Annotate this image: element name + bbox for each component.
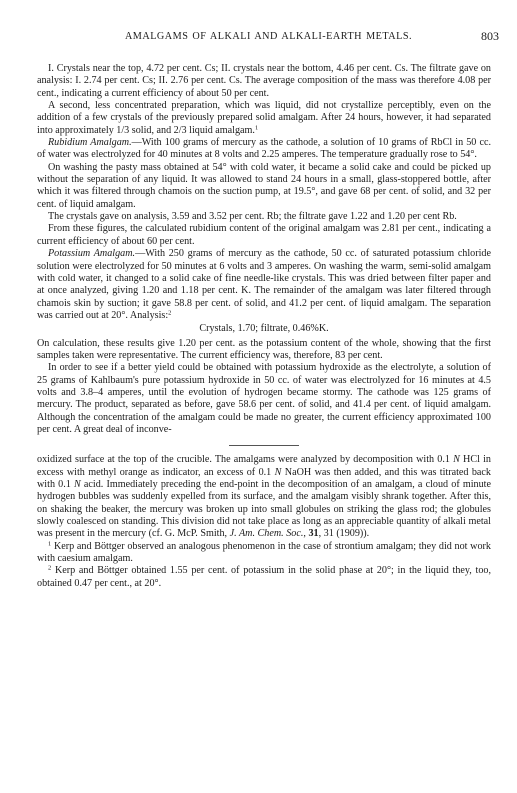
paragraph-cesium-analysis [37, 63, 491, 100]
footnote-text: HCl in excess with methyl orange as indicator, an excess of 0.1 [37, 454, 491, 478]
journal-volume: 31 [308, 528, 319, 540]
footnote-text: Kerp and Böttger observed an analogous phenomenon in the case of strontium amalgam; they did not work with caesium amalgam. [37, 540, 491, 565]
paragraph-text: I. Crystals near the top, 4.72 per cent. Cs; II. crystals near the bottom, 4.46 per cent. Cs. The filtrate gave on analysis: I. 2.74 per cent. Cs; II. 2.76 per cent. Cs. The average composition of the mass was therefore 4.08 per cent., indicating a current efficiency of about 50 per cent. [37, 63, 491, 99]
footnote-divider [229, 445, 299, 446]
paragraph-potassium-amalgam [37, 248, 491, 322]
section-title-rubidium: Rubidium Amalgam. [48, 137, 132, 149]
footnote-1 [37, 541, 491, 566]
article-body [37, 63, 491, 590]
footnote-2 [37, 565, 491, 590]
paragraph-text: A second, less concentrated preparation, which was liquid, did not crystallize perceptibly, even on the addition of a few crystals of the previously prepared solid amalgam. After 24 hours, however, it had separated into approximately 1/3 solid, and 2/3 liquid amalgam. [37, 100, 491, 136]
footnote-text: NaOH was then added, and this was titrated back with 0.1 [37, 466, 491, 490]
paragraph-rubidium-amalgam [37, 137, 491, 162]
paragraph-text: Crystals, 1.70; filtrate, 0.46%K. [199, 323, 329, 335]
footnote-marker: 1 [48, 540, 52, 548]
paragraph-text: From these figures, the calculated rubidium content of the original amalgam was 2.81 per cent., indicating a current efficiency of about 60 per cent. [37, 223, 491, 247]
paragraph-text: On calculation, these results give 1.20 per cent. as the potassium content of the whole, showing that the first samples taken were representative. The current efficiency was, therefore, 83 per cent. [37, 337, 491, 361]
paragraph-text: The crystals gave on analysis, 3.59 and 3.52 per cent. Rb; the filtrate gave 1.22 and 1.20 per cent Rb. [48, 211, 457, 223]
paragraph-text: In order to see if a better yield could be obtained with potassium hydroxide as the electrolyte, a solution of 25 grams of Kahlbaum's pure potassium hydroxide in 50 cc. of water was electrolyzed for 16 minutes at 4.5 volts and 3.8–4 amperes, until the evolution of hydrogen became stormy. The cathode was 125 grams of mercury. The product, separated as before, gave 58.6 per cent. of solid, and 41.4 per cent. of liquid amalgam. Although the concentration of the amalgam could be made no greater, the current efficiency approximated 100 per cent. A great deal of inconve- [37, 362, 491, 435]
paragraph-washing [37, 162, 491, 211]
paragraph-calculation [37, 338, 491, 363]
paragraph-text: —With 250 grams of mercury as the cathode, 50 cc. of saturated potassium chloride solution were electrolyzed for 50 minutes at 6 volts and 3 amperes. On washing the warm, semi-solid amalgam with cold water, it changed to a solid cake of fine needle-like crystals. This was dried between filter paper and at once analyzed, giving 1.20 and 1.18 per cent. K. The remainder of the amalgam was later filtered through chamois skin by suction; it gave 58.8 per cent. of solid, and 41.2 per cent. of liquid amalgam. The separation was carried out at 20°. Analysis: [37, 248, 491, 321]
normality-symbol: N [274, 466, 282, 478]
paragraph-text: —With 100 grams of mercury as the cathode, a solution of 10 grams of RbCl in 50 cc. of water was electrolyzed for 40 minutes at 8 volts and 2.25 amperes. The temperature gradually rose to 54°. [37, 137, 491, 161]
footnote-text: , 31 (1909)). [318, 528, 370, 540]
paragraph-hydroxide-electrolyte [37, 362, 491, 436]
footnote-marker: 2 [48, 564, 52, 572]
page-number: 803 [481, 29, 499, 43]
running-title: AMALGAMS OF ALKALI AND ALKALI-EARTH METALS. [124, 31, 413, 42]
footnote-continuation [37, 454, 491, 540]
footnote-text: oxidized surface at the top of the crucible. The amalgams were analyzed by decomposition with 0.1 [37, 454, 454, 466]
paragraph-second-preparation [37, 100, 491, 137]
journal-title: J. Am. Chem. Soc. [229, 528, 304, 540]
footnote-text: Kerp and Böttger obtained 1.55 per cent. of potassium in the solid phase at 20°; in the liquid they, too, obtained 0.47 per cent., at 20°. [37, 565, 491, 589]
footnote-ref-1: 1 [254, 124, 259, 132]
footnote-text: acid. Immediately preceding the end-point in the decomposition of an amalgam, a cloud of minute hydrogen bubbles was suddenly expelled from its surface, and the amalgam visibly shrank together. After this, on shaking the beaker, the mercury was broken up into small globules on striking the glass rod; the globules slowly coalesced on standing. This division did not take place as long as an appreciable quantity of alkali metal was present in the mercury (cf. G. McP. Smith, [37, 479, 491, 540]
section-title-potassium: Potassium Amalgam. [48, 248, 136, 260]
paragraph-crystals-analysis [37, 211, 491, 223]
normality-symbol: N [74, 479, 81, 490]
paragraph-rubidium-content [37, 223, 491, 248]
normality-symbol: N [453, 454, 460, 466]
footnote-text: , [303, 528, 309, 540]
footnote-ref-2: 2 [168, 309, 172, 317]
paragraph-text: On washing the pasty mass obtained at 54° with cold water, it became a solid cake and could be picked up without the separation of any liquid. It was allowed to stand 24 hours in a small, glass-stoppered bottle, after which it was filtered through chamois on the suction pump, at 19.5°, and gave 68 per cent. of solid, and 32 per cent. of liquid amalgam. [37, 161, 491, 210]
analysis-result-line [37, 323, 491, 335]
running-header [38, 31, 499, 47]
